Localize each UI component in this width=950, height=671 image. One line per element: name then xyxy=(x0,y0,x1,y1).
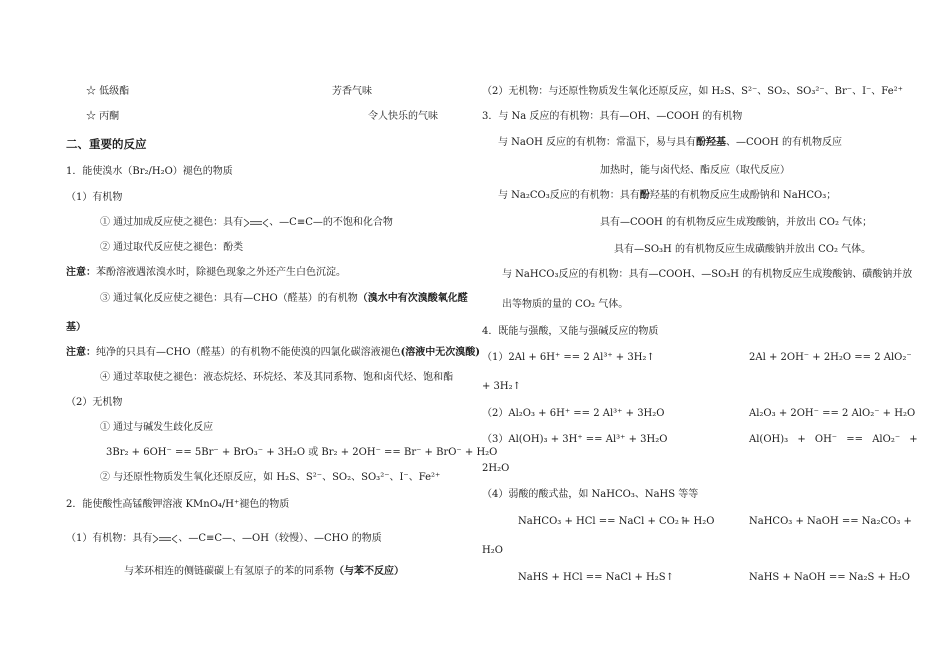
organic-subtitle: （1）有机物 xyxy=(66,192,123,203)
nahco3-naoh-equation-cont: H₂O xyxy=(482,545,503,556)
substitution-reaction-item: ② 通过取代反应使之褪色：酚类 xyxy=(100,242,244,253)
aloh3-acid-equation: （3）Al(OH)₃ + 3H⁺ == Al³⁺ + 3H₂O xyxy=(482,434,668,445)
note-aldehyde: 注意：纯净的只具有—CHO（醛基）的有机物不能使溴的四氯化碳溶液褪色(溶液中无次溴酸) xyxy=(66,347,481,358)
aloh3-base-equation: Al(OH)₃ + OH⁻ == AlO₂⁻ + xyxy=(749,434,918,445)
aloh3-base-equation-cont: 2H₂O xyxy=(482,463,510,474)
bromine-equation: 3Br₂ + 6OH⁻ == 5Br⁻ + BrO₃⁻ + 3H₂O 或 Br₂ + 2OH⁻ == Br⁻ + BrO⁻ + H₂O xyxy=(106,447,498,458)
ester-label: ☆ 低级酯 xyxy=(86,86,130,97)
kmno4-title: 2．能使酸性高锰酸钾溶液 KMnO₄/H⁺褪色的物质 xyxy=(66,499,290,510)
nahco3-reaction-line: 与 NaHCO₃反应的有机物：具有—COOH、—SO₃H 的有机物反应生成羧酸钠、磺酸钠并放 xyxy=(502,269,913,280)
redox-item: ② 与还原性物质发生氧化还原反应，如 H₂S、S²⁻、SO₂、SO₃²⁻、I⁻、Fe²⁺ xyxy=(100,472,441,483)
na2co3-reaction-line: 与 Na₂CO₃反应的有机物：具有酚羟基的有机物反应生成酚钠和 NaHCO₃； xyxy=(498,190,837,201)
nahs-hcl-equation: NaHS + HCl == NaCl + H₂S↑ xyxy=(518,572,674,583)
note-phenol: 注意：苯酚溶液遇浓溴水时，除褪色现象之外还产生白色沉淀。 xyxy=(66,267,346,278)
double-bond-icon xyxy=(243,218,269,228)
acetone-smell: 令人快乐的气味 xyxy=(368,111,438,122)
so3h-carbonate-line: 具有—SO₃H 的有机物反应生成磺酸钠并放出 CO₂ 气体。 xyxy=(614,244,872,255)
nahco3-reaction-cont: 出等物质的量的 CO₂ 气体。 xyxy=(502,299,629,310)
al-base-equation: 2Al + 2OH⁻ + 2H₂O == 2 AlO₂⁻ xyxy=(749,352,912,363)
al2o3-base-equation: Al₂O₃ + 2OH⁻ == 2 AlO₂⁻ + H₂O xyxy=(749,408,916,419)
acetone-label: ☆ 丙酮 xyxy=(86,111,120,122)
nahco3-hcl-water: + H₂O xyxy=(682,516,715,527)
nahco3-naoh-equation: NaHCO₃ + NaOH == Na₂CO₃ + xyxy=(749,516,912,527)
nahco3-hcl-equation: NaHCO₃ + HCl == NaCl + CO₂↑ xyxy=(518,516,688,527)
cooh-carbonate-line: 具有—COOH 的有机物反应生成羧酸钠，并放出 CO₂ 气体； xyxy=(600,217,873,228)
disproportionation-item: ① 通过与碱发生歧化反应 xyxy=(100,422,214,433)
sodium-reaction-title: 3．与 Na 反应的有机物：具有—OH、—COOH 的有机物 xyxy=(482,111,743,122)
inorganic-subtitle: （2）无机物 xyxy=(66,397,123,408)
bromine-water-title: 1．能使溴水（Br₂/H₂O）褪色的物质 xyxy=(66,166,233,177)
kmno4-organic: （1）有机物：具有 、—C≡C—、—OH（较慢）、—CHO 的物质 xyxy=(66,533,382,544)
ester-smell: 芳香气味 xyxy=(332,86,372,97)
al-acid-equation: （1）2Al + 6H⁺ == 2 Al³⁺ + 3H₂↑ xyxy=(482,352,655,363)
double-bond-icon xyxy=(152,534,178,544)
acid-salt-title: （4）弱酸的酸式盐，如 NaHCO₃、NaHS 等等 xyxy=(482,489,699,500)
al-base-equation-cont: + 3H₂↑ xyxy=(482,381,522,392)
naoh-reaction-line: 与 NaOH 反应的有机物：常温下，易与具有酚羟基、—COOH 的有机物反应 xyxy=(498,137,842,148)
extraction-item: ④ 通过萃取使之褪色：液态烷烃、环烷烃、苯及其同系物、饱和卤代烃、饱和酯 xyxy=(100,372,454,383)
al2o3-acid-equation: （2）Al₂O₃ + 6H⁺ == 2 Al³⁺ + 3H₂O xyxy=(482,408,665,419)
oxidation-reaction-cont: 基） xyxy=(66,322,86,333)
naoh-heating-line: 加热时，能与卤代烃、酯反应（取代反应） xyxy=(600,165,790,176)
amphoteric-title: 4．既能与强酸，又能与强碱反应的物质 xyxy=(482,326,659,337)
nahs-naoh-equation: NaHS + NaOH == Na₂S + H₂O xyxy=(749,572,911,583)
addition-reaction-item: ① 通过加成反应使之褪色：具有 、—C≡C—的不饱和化合物 xyxy=(100,217,393,228)
benzene-homolog-item: 与苯环相连的侧链碳碳上有氢原子的苯的同系物（与苯不反应） xyxy=(124,566,404,577)
inorganic-redox-line: （2）无机物：与还原性物质发生氧化还原反应，如 H₂S、S²⁻、SO₂、SO₃²⁻、Br⁻、I⁻、Fe²⁺ xyxy=(482,86,903,97)
section-heading: 二、重要的反应 xyxy=(66,137,147,151)
oxidation-reaction-item: ③ 通过氧化反应使之褪色：具有—CHO（醛基）的有机物（溴水中有次溴酸氧化醛 xyxy=(100,293,468,304)
